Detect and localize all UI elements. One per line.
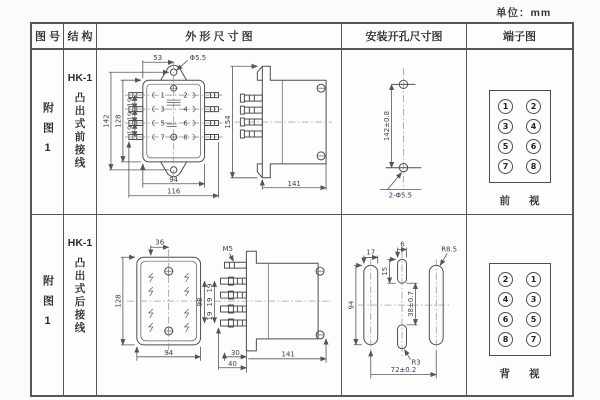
- row2-outline-drawing: [97, 225, 341, 395]
- row2-fig-no: 附图1: [41, 274, 54, 336]
- dim-40: 40: [228, 359, 237, 368]
- header-terminal: 端子图: [467, 24, 572, 50]
- row1-mounting-cell: [342, 50, 467, 215]
- dim-142: 142: [102, 114, 111, 128]
- dim-pitch-r2: 19: [206, 297, 215, 307]
- dim-53: 53: [153, 53, 163, 62]
- terminal-circle: 1: [526, 272, 541, 287]
- terminal-circle: 8: [526, 159, 541, 174]
- dim-154: 154: [223, 115, 232, 129]
- row1-view-label: 前 视: [499, 195, 548, 207]
- holes-label: 2-Φ5.5: [388, 191, 413, 200]
- rear-terminal-studs: [220, 277, 246, 327]
- row2-model: HK-1: [67, 237, 93, 249]
- term-8: 8: [183, 133, 188, 142]
- terminal-circle: 3: [498, 119, 513, 134]
- row2-view-label: 背 视: [499, 368, 548, 380]
- row1-fig-no-cell: [32, 50, 64, 215]
- terminal-circle: 2: [498, 272, 513, 287]
- terminal-circle: 4: [498, 292, 513, 307]
- row1-outline-cell: [97, 50, 342, 215]
- term-1: 1: [160, 91, 165, 100]
- terminal-circle: 2: [526, 99, 541, 114]
- dim-17: 17: [366, 248, 376, 257]
- dim-6: 6: [400, 240, 405, 249]
- row1-terminal-cell: [467, 50, 572, 215]
- terminal-circle: 1: [498, 99, 513, 114]
- row1-model: HK-1: [67, 72, 93, 84]
- row2-structure-cell: [64, 215, 97, 395]
- row1-mounting-drawing: [342, 50, 466, 213]
- row2-mounting-drawing: [342, 223, 466, 395]
- row2-outline-cell: [97, 215, 342, 395]
- row2-mounting-cell: [342, 215, 467, 395]
- dim-r85: R8.5: [441, 245, 458, 254]
- dim-m5: M5: [222, 245, 233, 254]
- dim-38: 38±0.7: [406, 291, 415, 317]
- row2-fig-no-cell: [32, 215, 64, 395]
- relay-rear-side-view: [196, 245, 332, 373]
- term-7: 7: [160, 133, 165, 142]
- dim-141: 141: [287, 179, 301, 188]
- dim-30: 30: [230, 348, 240, 357]
- unit-label: 单位：mm: [496, 7, 552, 19]
- dim-36: 36: [155, 238, 165, 247]
- dim-pitch-2: 19: [126, 111, 135, 121]
- dim-pitch-3: 19: [126, 125, 135, 135]
- dim-72: 72±0.2: [390, 366, 417, 375]
- dim-141-rear: 141: [281, 350, 295, 359]
- row1-outline-drawing: [97, 50, 341, 213]
- terminal-circle: 6: [498, 312, 513, 327]
- header-structure: 结 构: [64, 24, 97, 50]
- row1-fig-no: 附图1: [41, 101, 54, 163]
- dim-pitch-r1: 19: [206, 283, 215, 293]
- right-terminal-stubs: [205, 93, 219, 140]
- rear-mounting-slots: [347, 241, 457, 379]
- dim-116: 116: [167, 187, 181, 196]
- dim-pitch-r3: 19: [206, 311, 215, 321]
- header-mounting: 安装开孔尺寸图: [342, 24, 467, 50]
- header-outline: 外 形 尺 寸 图: [97, 24, 342, 50]
- dim-15: 15: [381, 266, 390, 276]
- terminal-circle: 7: [526, 332, 541, 347]
- side-view-pins: [240, 94, 262, 138]
- term-6: 6: [183, 119, 188, 128]
- terminal-circle: 4: [526, 119, 541, 134]
- terminal-circle: 5: [526, 312, 541, 327]
- dim-r3: R3: [411, 358, 421, 367]
- row1-terminal-box: [489, 90, 551, 183]
- header-fig-no: 图 号: [32, 24, 64, 50]
- dim-phi55: Φ5.5: [189, 53, 207, 62]
- terminal-circle: 7: [498, 159, 513, 174]
- dimension-table: [30, 22, 574, 397]
- terminal-circle: 8: [498, 332, 513, 347]
- row1-structure-cell: [64, 50, 97, 215]
- term-2: 2: [183, 91, 188, 100]
- terminal-circle: 6: [526, 139, 541, 154]
- term-3: 3: [160, 105, 165, 114]
- relay-side-view: [224, 66, 332, 189]
- dim-94-rear: 94: [164, 348, 174, 357]
- dim-98: 98: [196, 297, 205, 307]
- mounting-holes: [380, 69, 422, 200]
- terminal-circle: 3: [526, 292, 541, 307]
- dim-pitch-1: 19: [126, 97, 135, 107]
- row1-structure-desc: 凸出式前接线: [73, 92, 86, 170]
- dim-hole-spacing: 142±0.8: [383, 110, 392, 142]
- dim-128-rear: 128: [114, 294, 123, 308]
- dim-94: 94: [169, 175, 179, 184]
- row2-structure-desc: 凸出式后接线: [73, 257, 86, 335]
- dim-128: 128: [114, 114, 123, 128]
- term-4: 4: [183, 105, 188, 114]
- row2-terminal-box: [489, 263, 551, 356]
- term-5: 5: [160, 119, 165, 128]
- row2-terminal-cell: [467, 215, 572, 395]
- dim-94-slot: 94: [347, 300, 356, 310]
- terminal-circle: 5: [498, 139, 513, 154]
